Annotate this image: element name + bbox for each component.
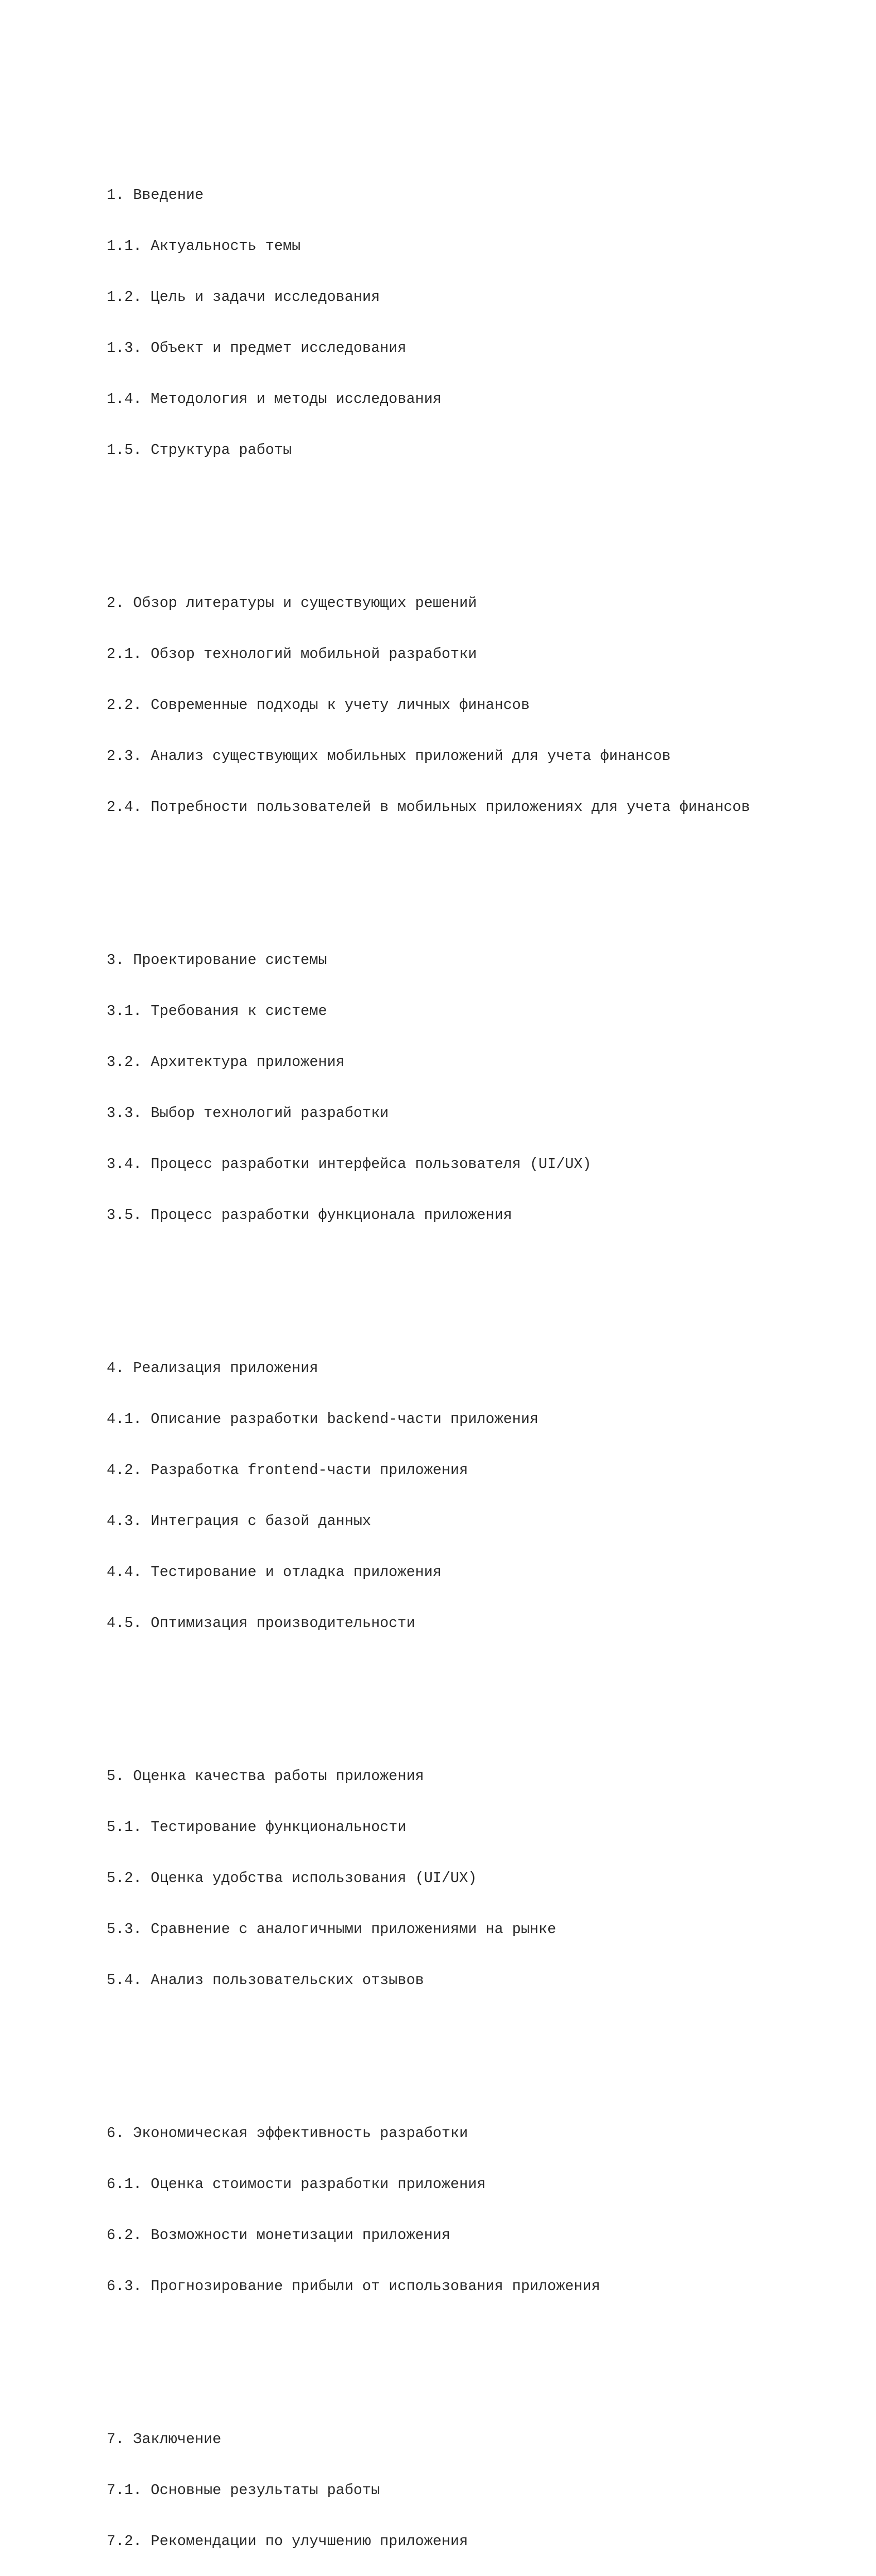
toc-section-2 — [107, 561, 849, 850]
toc-heading: 4. Реализация приложения — [107, 1360, 318, 1377]
toc-item: 5.2. Оценка удобства использования (UI/UX) — [107, 1870, 477, 1887]
toc-item: 2.3. Анализ существующих мобильных приложений для учета финансов — [107, 748, 671, 765]
toc-item: 4.3. Интеграция с базой данных — [107, 1513, 372, 1530]
toc-item: 4.4. Тестирование и отладка приложения — [107, 1564, 442, 1581]
toc-heading: 3. Проектирование системы — [107, 952, 327, 969]
toc-item: 2.2. Современные подходы к учету личных финансов — [107, 697, 530, 714]
toc-heading: 6. Экономическая эффективность разработки — [107, 2125, 468, 2142]
toc-item: 1.2. Цель и задачи исследования — [107, 289, 380, 306]
toc-section-5 — [107, 1734, 849, 2023]
toc-item: 7.1. Основные результаты работы — [107, 2482, 380, 2499]
toc-item: 6.2. Возможности монетизации приложения — [107, 2227, 451, 2244]
toc-item: 1.4. Методология и методы исследования — [107, 391, 442, 408]
toc-item: 1.1. Актуальность темы — [107, 238, 301, 255]
toc-item: 5.3. Сравнение с аналогичными приложениями на рынке — [107, 1921, 557, 1938]
toc-item: 4.2. Разработка frontend-части приложения — [107, 1462, 468, 1479]
toc-heading: 2. Обзор литературы и существующих решений — [107, 595, 477, 612]
toc-section-6 — [107, 2091, 849, 2329]
toc-item: 3.4. Процесс разработки интерфейса пользователя (UI/UX) — [107, 1156, 592, 1173]
toc-item: 6.3. Прогнозирование прибыли от использования приложения — [107, 2278, 600, 2295]
toc-item: 7.2. Рекомендации по улучшению приложения — [107, 2533, 468, 2550]
toc-item: 6.1. Оценка стоимости разработки приложения — [107, 2176, 486, 2193]
toc-item: 5.4. Анализ пользовательских отзывов — [107, 1972, 424, 1989]
toc-item: 2.4. Потребности пользователей в мобильных приложениях для учета финансов — [107, 799, 750, 816]
toc-section-3 — [107, 918, 849, 1258]
toc-item: 3.3. Выбор технологий разработки — [107, 1105, 389, 1122]
toc-item: 1.5. Структура работы — [107, 442, 292, 459]
toc-heading: 5. Оценка качества работы приложения — [107, 1768, 424, 1785]
toc-heading: 7. Заключение — [107, 2431, 222, 2448]
toc-item: 3.2. Архитектура приложения — [107, 1054, 345, 1071]
toc-item: 1.3. Объект и предмет исследования — [107, 340, 407, 357]
toc-section-1 — [107, 152, 849, 493]
toc-section-4 — [107, 1326, 849, 1666]
toc-item: 3.1. Требования к системе — [107, 1003, 327, 1020]
toc-item: 4.1. Описание разработки backend-части приложения — [107, 1411, 539, 1428]
toc-section-7 — [107, 2397, 849, 2576]
toc-item: 5.1. Тестирование функциональности — [107, 1819, 407, 1836]
toc-item: 4.5. Оптимизация производительности — [107, 1615, 415, 1632]
toc-item: 2.1. Обзор технологий мобильной разработки — [107, 646, 477, 663]
toc-heading: 1. Введение — [107, 187, 204, 204]
table-of-contents — [107, 101, 849, 2576]
toc-item: 3.5. Процесс разработки функционала приложения — [107, 1207, 512, 1224]
